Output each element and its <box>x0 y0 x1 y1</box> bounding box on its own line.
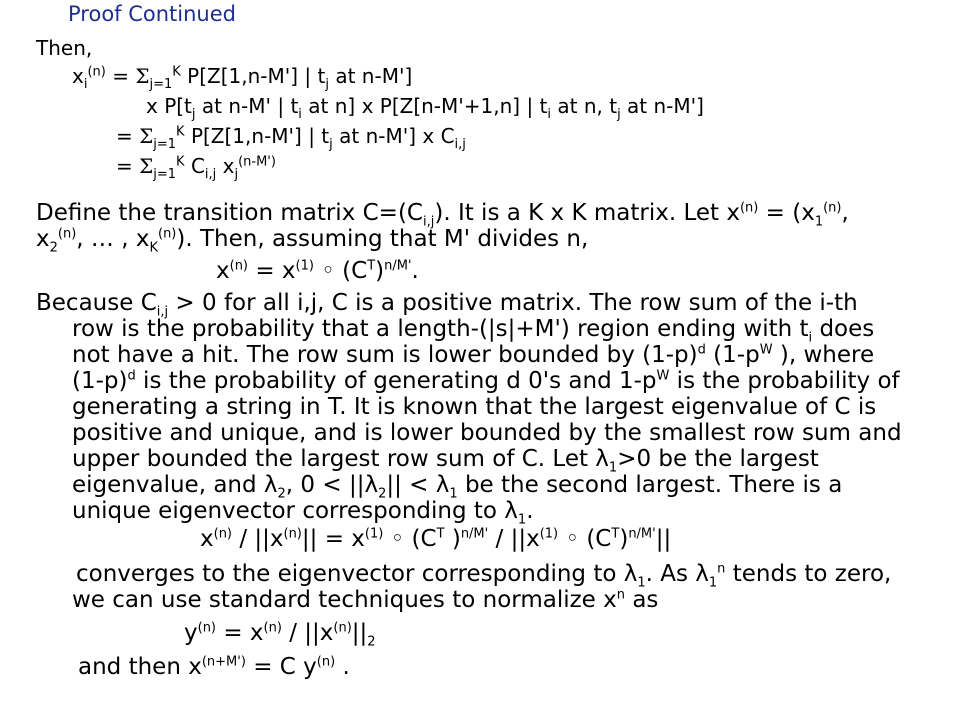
eq-sign: = <box>112 64 129 88</box>
text-sup: (n) <box>213 526 233 542</box>
text-line <box>36 472 936 502</box>
equation-line-4 <box>116 154 276 182</box>
eq-sign: = <box>116 154 133 178</box>
text: (1-p <box>705 342 760 368</box>
text-sup: (n) <box>333 620 352 636</box>
text: x <box>36 226 50 252</box>
text: || < λ <box>386 472 450 498</box>
text-sup: (n) <box>316 654 336 670</box>
text-sub: K <box>149 240 158 256</box>
eq-text: C <box>190 154 205 178</box>
text-sup: (1) <box>295 258 314 274</box>
text: ◦ (C <box>558 526 612 552</box>
text-sub: i,j <box>156 304 169 320</box>
text: = x <box>248 258 296 284</box>
text-sub: 2 <box>367 634 376 650</box>
text: ). It is a K x K matrix. Let x <box>434 200 740 226</box>
paragraph-convergence <box>72 561 936 614</box>
text-line <box>36 226 936 256</box>
text-sup: (n) <box>823 200 842 216</box>
text-sup: (1) <box>539 526 559 542</box>
text-sup: T <box>611 526 620 542</box>
formula-normalized-ratio <box>200 526 671 552</box>
sigma-symbol: Σ <box>135 64 150 88</box>
text-sub: 1 <box>449 486 458 502</box>
text: || <box>351 620 368 646</box>
eq-sub: j <box>329 137 333 152</box>
text: and then x <box>78 654 202 680</box>
text: = (x <box>758 200 815 226</box>
eq-text: x <box>72 64 84 88</box>
text: ) <box>444 526 461 552</box>
text-sup: n/M' <box>460 526 489 542</box>
text-sup: (n) <box>57 226 77 242</box>
sigma-symbol: Σ <box>139 124 154 148</box>
text: (1-p) <box>72 368 128 394</box>
equation-line-3 <box>116 124 466 152</box>
sum-upper: K <box>172 64 181 80</box>
text: , 0 < ||λ <box>285 472 379 498</box>
eq-text: P[Z[1,n-M'] | t <box>190 124 330 148</box>
text: = C y <box>245 654 317 680</box>
eq-text: at n] x P[Z[n-M'+1,n] | t <box>301 94 548 118</box>
text-sup: n <box>616 587 626 603</box>
sigma-symbol: Σ <box>139 154 154 178</box>
text: is the probability of generating d 0's and 1-p <box>135 368 657 394</box>
eq-text: at n-M'] x C <box>332 124 455 148</box>
sum-upper: K <box>176 154 185 170</box>
text: / ||x <box>488 526 540 552</box>
eq-text: P[Z[1,n-M'] | t <box>187 64 326 88</box>
equation-line-1 <box>72 64 413 92</box>
text-sub: i <box>808 330 813 346</box>
text-line <box>36 446 936 476</box>
text: unique eigenvector corresponding to λ <box>72 498 518 524</box>
text-sup: (n) <box>158 226 177 242</box>
text-line <box>36 498 936 528</box>
sum-lower: j=1 <box>149 77 173 92</box>
text: positive and unique, and is lower bounded by the smallest row sum and <box>72 420 902 446</box>
eq-sub: j <box>234 167 239 182</box>
paragraph-transition-matrix <box>36 200 936 256</box>
text-sub: 2 <box>277 486 286 502</box>
then-label: Then, <box>36 36 93 60</box>
text-sup: T <box>436 526 445 542</box>
equation-line-2 <box>146 94 704 122</box>
text: as <box>625 587 659 613</box>
text: , … , x <box>76 226 150 252</box>
text: upper bounded the largest row sum of C. Let λ <box>72 446 609 472</box>
text: x <box>200 526 214 552</box>
text-sup: (n) <box>263 620 282 636</box>
text-sup: d <box>697 342 706 358</box>
sum-lower: j=1 <box>153 137 177 152</box>
eq-text: x <box>216 154 235 178</box>
text-sub: 2 <box>49 240 58 256</box>
text: , <box>841 200 849 226</box>
text: does <box>812 316 875 342</box>
eq-text: at n-M' | t <box>195 94 299 118</box>
text-sub: 1 <box>708 575 718 591</box>
text: Because C <box>36 290 157 316</box>
text: / ||x <box>232 526 284 552</box>
text: x <box>216 258 230 284</box>
text-line <box>36 395 936 421</box>
text: . As λ <box>645 561 709 587</box>
text-sub: 1 <box>637 575 646 591</box>
eq-sub: i <box>547 107 552 122</box>
text-line <box>36 369 936 395</box>
text: ). Then, assuming that M' divides n, <box>176 226 589 252</box>
text-sup: d <box>127 368 136 384</box>
formula-y-n <box>184 620 376 650</box>
eq-sub: i,j <box>204 167 217 182</box>
text: converges to the eigenvector corresponding to λ <box>76 561 638 587</box>
text: ◦ (C <box>383 526 437 552</box>
text: = x <box>216 620 264 646</box>
text: ) <box>375 258 385 284</box>
text: is the probability of <box>669 368 900 394</box>
text-sup: (1) <box>364 526 384 542</box>
text: ) <box>619 526 629 552</box>
text-sup: T <box>367 258 376 274</box>
text: || <box>655 526 672 552</box>
eq-text: x P[t <box>146 94 192 118</box>
text: . <box>335 654 350 680</box>
text: tends to zero, <box>725 561 892 587</box>
text-sup: n/M' <box>628 526 656 542</box>
formula-x-n <box>216 258 419 284</box>
text: row is the probability that a length-(|s|+M') region ending with t <box>72 316 809 342</box>
eq-sup: (n-M') <box>238 154 276 170</box>
text-sup: (n) <box>197 620 217 636</box>
text-sup: (n) <box>229 258 249 274</box>
text-sub: i,j <box>422 214 435 230</box>
text-sup: W <box>656 368 670 384</box>
eq-text: at n-M'] <box>328 64 413 88</box>
slide-title: Proof Continued <box>68 2 236 26</box>
text: Define the transition matrix C=(C <box>36 200 423 226</box>
sum-upper: K <box>176 124 185 140</box>
text-line <box>36 200 936 230</box>
text: . <box>526 498 534 524</box>
eq-sub: i,j <box>454 137 466 152</box>
text-sub: 2 <box>378 486 387 502</box>
eq-sign: = <box>116 124 133 148</box>
text: / ||x <box>281 620 334 646</box>
text-sup: W <box>759 342 773 358</box>
text-line <box>36 316 936 346</box>
text: be the second largest. There is a <box>457 472 843 498</box>
eq-sub: i <box>83 77 88 92</box>
eq-sub: j <box>617 107 621 122</box>
text: generating a string in T. It is known that the largest eigenvalue of C is <box>72 394 877 420</box>
text: y <box>184 620 198 646</box>
text-sub: 1 <box>608 460 618 476</box>
text: . <box>411 258 419 284</box>
text: || = x <box>301 526 365 552</box>
text: ◦ (C <box>313 258 368 284</box>
text: > 0 for all i,j, C is a positive matrix. The row sum of the i-th <box>168 290 858 316</box>
eq-sub: i <box>298 107 302 122</box>
text-sup: n/M' <box>384 258 412 274</box>
eq-sub: j <box>325 77 329 92</box>
eq-text: at n-M'] <box>620 94 704 118</box>
text-line <box>36 421 936 447</box>
text-line <box>36 343 936 369</box>
paragraph-positive-matrix <box>36 290 936 528</box>
text-sup: n <box>717 561 726 577</box>
text-line <box>36 290 936 320</box>
text-sup: (n+M') <box>201 654 246 670</box>
formula-x-next <box>78 654 350 680</box>
text-sup: (n) <box>739 200 759 216</box>
eq-sub: j <box>191 107 196 122</box>
text-sub: 1 <box>517 512 527 528</box>
text: we can use standard techniques to normalize x <box>72 587 617 613</box>
eq-text: at n, t <box>551 94 618 118</box>
text: eigenvalue, and λ <box>72 472 278 498</box>
sum-lower: j=1 <box>153 167 177 182</box>
text-line <box>72 588 936 614</box>
text: not have a hit. The row sum is lower bounded by (1-p) <box>72 342 698 368</box>
text-sub: 1 <box>814 214 824 230</box>
text: ), where <box>772 342 875 368</box>
eq-sup: (n) <box>87 64 106 80</box>
text: >0 be the largest <box>617 446 819 472</box>
text-line <box>76 561 936 591</box>
text-sup: (n) <box>283 526 302 542</box>
